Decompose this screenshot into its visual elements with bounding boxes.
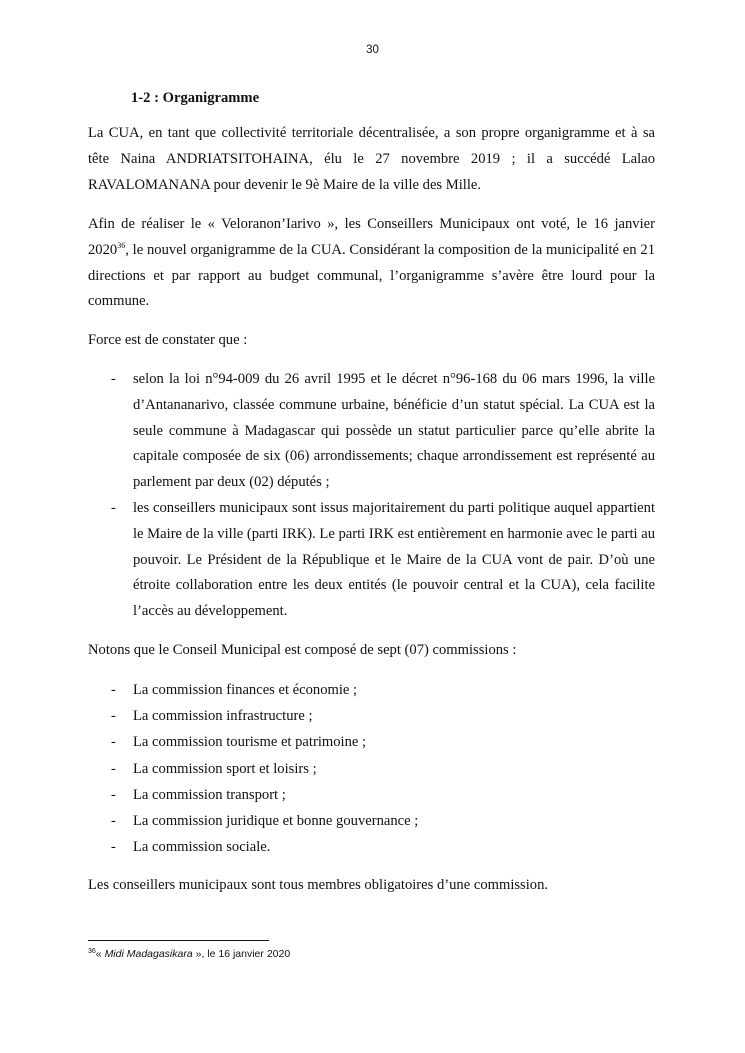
bullet-dash: - xyxy=(111,839,116,856)
footnote-number: 36 xyxy=(88,948,96,955)
bullet-dash: - xyxy=(111,760,116,777)
commissions-list xyxy=(88,677,655,860)
list-item-text: La commission juridique et bonne gouvernance ; xyxy=(133,813,419,830)
list-item xyxy=(88,808,655,834)
footnote-divider xyxy=(88,940,269,941)
list-item xyxy=(88,496,655,625)
list-item-text: La commission sociale. xyxy=(133,839,271,856)
list-item xyxy=(88,367,655,496)
list-item xyxy=(88,756,655,782)
observations-list xyxy=(88,367,655,625)
bullet-dash: - xyxy=(111,499,116,516)
list-item xyxy=(88,677,655,703)
list-item-text: les conseillers municipaux sont issus majoritairement du parti politique auquel appartient le Maire de la ville (parti IRK). Le parti IRK est entièrement en harmonie avec le parti au pouvoir. Le Président de la République et le Maire de la CUA vont de pair. D’où une étroite collaboration entre les deux entités (le pouvoir central et la CUA), cela facilite l’accès au développement. xyxy=(133,499,655,620)
list-item xyxy=(88,834,655,860)
paragraph-text: Afin de réaliser le « Veloranon’Iarivo », les Conseillers Municipaux ont voté, le 16 janvier 2020 xyxy=(88,216,655,258)
paragraph-intro-observations: Force est de constater que : xyxy=(88,332,248,348)
page-number: 30 xyxy=(366,44,379,56)
bullet-dash: - xyxy=(111,708,116,725)
footnote-date: », le 16 janvier 2020 xyxy=(192,948,291,960)
footnote-reference[interactable]: 36 xyxy=(117,240,126,250)
paragraph-text: , le nouvel organigramme de la CUA. Considérant la composition de la municipalité en 21 directions et par rapport au budget communal, l’organigramme s’avère être lourd pour la commune. xyxy=(88,241,655,310)
footnote-source-title: Midi Madagasikara xyxy=(104,948,193,960)
bullet-dash: - xyxy=(111,371,116,387)
list-item-text: La commission tourisme et patrimoine ; xyxy=(133,734,367,751)
paragraph-commissions-intro: Notons que le Conseil Municipal est composé de sept (07) commissions : xyxy=(88,642,517,658)
bullet-dash: - xyxy=(111,682,116,698)
footnote-open-quote: « xyxy=(95,948,105,960)
list-item-text: La commission finances et économie ; xyxy=(133,682,358,698)
list-item-text: La commission transport ; xyxy=(133,786,286,803)
paragraph-conclusion: Les conseillers municipaux sont tous membres obligatoires d’une commission. xyxy=(88,877,549,893)
footnote xyxy=(88,948,290,960)
list-item-text: selon la loi n°94-009 du 26 avril 1995 et le décret n°96-168 du 06 mars 1996, la ville d’Antananarivo, classée commune urbaine, bénéficie d’un statut spécial. La CUA est la seule commune à Madagascar qui possède un statut particulier parce qu’elle abrite la capitale composée de six (06) arrondissements; chaque arrondissement est représenté au parlement par deux (02) députés ; xyxy=(133,371,655,491)
section-heading: 1-2 : Organigramme xyxy=(131,90,260,106)
bullet-dash: - xyxy=(111,786,116,803)
list-item xyxy=(88,782,655,808)
bullet-dash: - xyxy=(111,813,116,830)
list-item-text: La commission infrastructure ; xyxy=(133,708,313,725)
list-item xyxy=(88,703,655,729)
list-item-text: La commission sport et loisirs ; xyxy=(133,760,317,777)
paragraph-mayor: La CUA, en tant que collectivité territoriale décentralisée, a son propre organigramme et à sa tête Naina ANDRIATSITOHAINA, élu le 27 novembre 2019 ; il a succédé Lalao RAVALOMANANA pour devenir le 9è Maire de la ville des Mille. xyxy=(88,125,655,193)
paragraph-organigram-vote xyxy=(88,212,655,315)
bullet-dash: - xyxy=(111,734,116,751)
list-item xyxy=(88,729,655,755)
